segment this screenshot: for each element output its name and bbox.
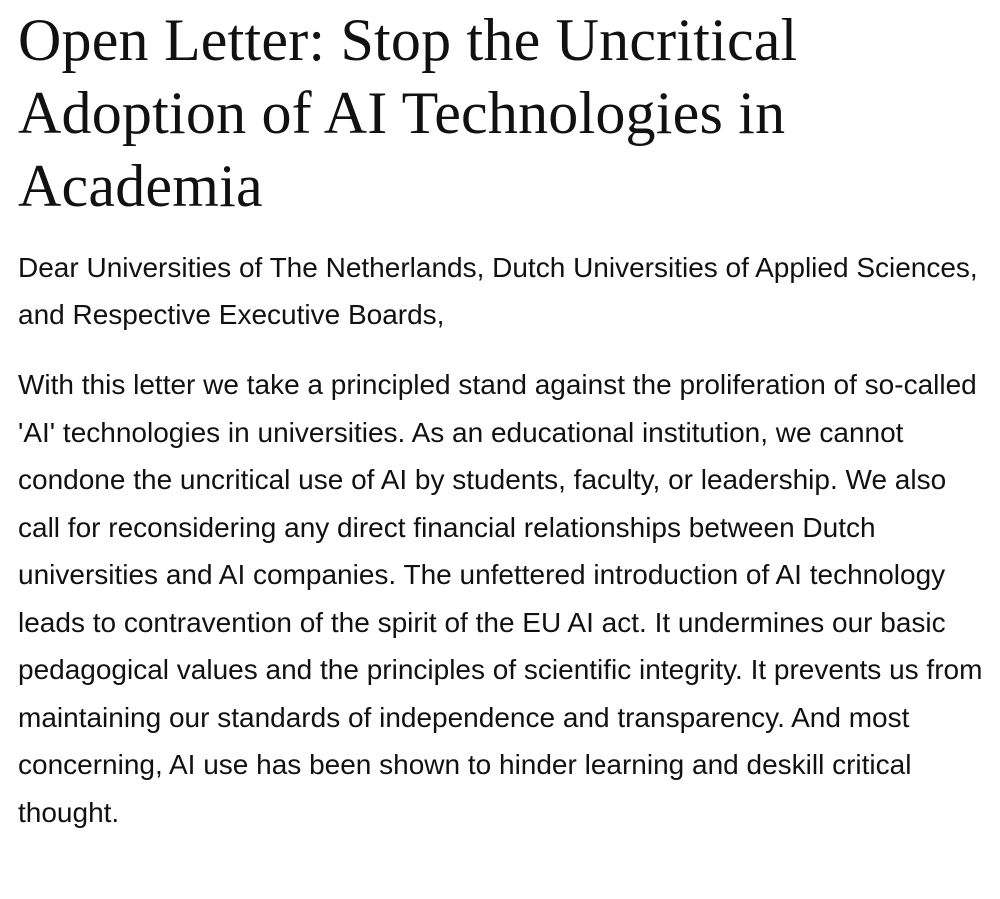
- letter-title: Open Letter: Stop the Uncritical Adoption of AI Technologies in Academia: [18, 7, 798, 219]
- letter-salutation: Dear Universities of The Netherlands, Dutch Universities of Applied Sciences, and Respective Executive Boards,: [18, 252, 978, 330]
- letter-paragraph: With this letter we take a principled stand against the proliferation of so-called 'AI' technologies in universities. As an educational institution, we cannot condone the uncritical use of AI by students, faculty, or leadership. We also call for reconsidering any direct financial relationships between Dutch universities and AI companies. The unfettered introduction of AI technology leads to contravention of the spirit of the EU AI act. It undermines our basic pedagogical values and the principles of scientific integrity. It prevents us from maintaining our standards of independence and transparency. And most concerning, AI use has been shown to hinder learning and deskill critical thought.: [18, 369, 983, 828]
